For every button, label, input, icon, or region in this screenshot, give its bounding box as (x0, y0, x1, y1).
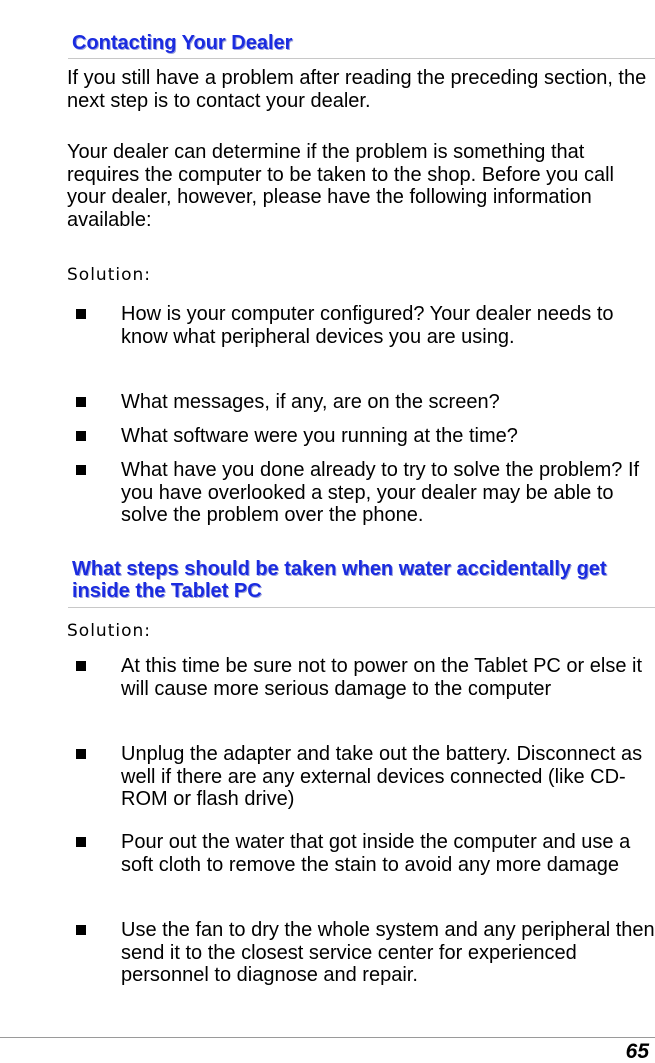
section-heading-contacting-dealer: Contacting Your Dealer (72, 32, 293, 54)
paragraph: If you still have a problem after reading the preceding section, the next step is to contact your dealer. (67, 67, 647, 112)
heading-rule (68, 607, 655, 608)
list-item-text: Unplug the adapter and take out the battery. Disconnect as well if there are any external devices connected (like CD-ROM or flash drive) (121, 743, 643, 810)
list-item-text: Pour out the water that got inside the computer and use a soft cloth to remove the stain to avoid any more damage (121, 831, 631, 876)
square-bullet-icon (76, 397, 86, 407)
solution-label: Solution: (67, 265, 151, 285)
footer-rule (0, 1037, 655, 1038)
square-bullet-icon (76, 925, 86, 935)
square-bullet-icon (76, 749, 86, 759)
square-bullet-icon (76, 309, 86, 319)
list-item-text: At this time be sure not to power on the Tablet PC or else it will cause more serious damage to the computer (121, 655, 643, 700)
list-item-text: What software were you running at the time? (121, 425, 518, 447)
list-item-text: How is your computer configured? Your dealer needs to know what peripheral devices you are using. (121, 303, 614, 348)
page-number: 65 (625, 1040, 649, 1063)
list-item-text: What messages, if any, are on the screen? (121, 391, 500, 413)
list-item-text: Use the fan to dry the whole system and any peripheral then send it to the closest service center for experienced personnel to diagnose and repair. (121, 919, 655, 986)
section-heading-water-accident: What steps should be taken when water accidentally get inside the Tablet PC (72, 558, 607, 602)
square-bullet-icon (76, 431, 86, 441)
square-bullet-icon (76, 837, 86, 847)
paragraph: Your dealer can determine if the problem is something that requires the computer to be taken to the shop. Before you call your dealer, however, please have the following information available: (67, 141, 614, 231)
square-bullet-icon (76, 661, 86, 671)
solution-label: Solution: (67, 621, 151, 641)
square-bullet-icon (76, 465, 86, 475)
list-item-text: What have you done already to try to solve the problem? If you have overlooked a step, your dealer may be able to solve the problem over the phone. (121, 459, 640, 526)
heading-rule (68, 58, 655, 59)
